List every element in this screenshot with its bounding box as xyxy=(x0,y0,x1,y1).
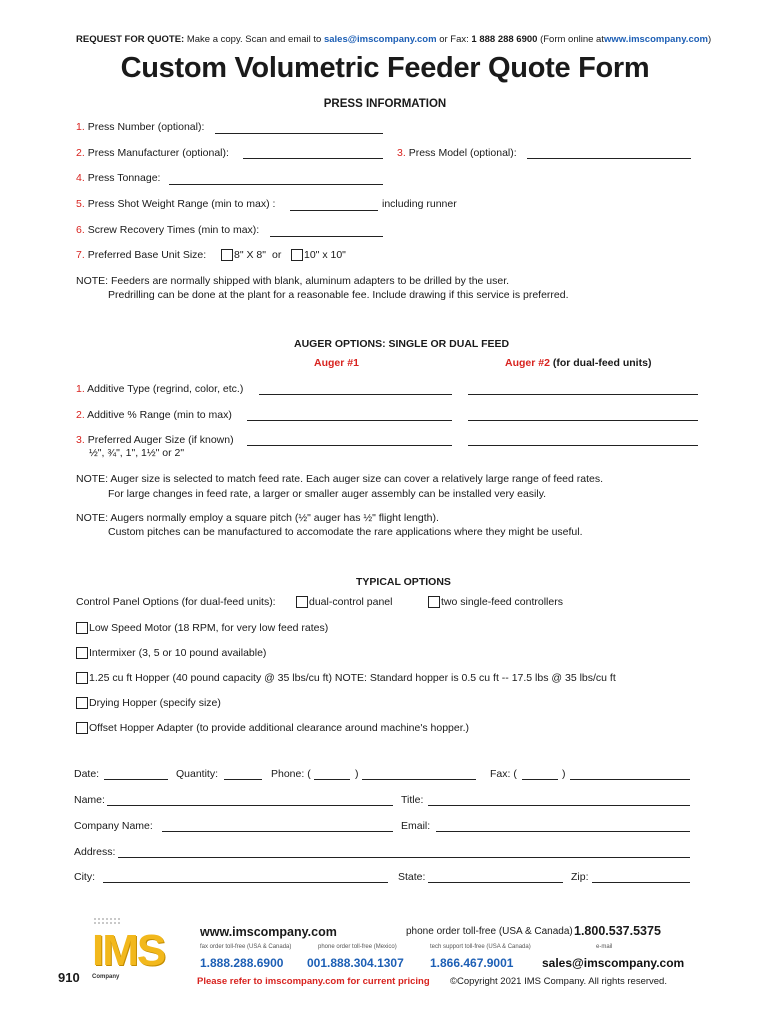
press-note-line2: Predrilling can be done at the plant for a reasonable fee. Include drawing if this service is preferred. xyxy=(108,289,569,301)
footer-email-link[interactable]: sales@imscompany.com xyxy=(542,956,685,970)
fax-order-label: fax order toll-free (USA & Canada) xyxy=(200,944,292,950)
item-number: 6. xyxy=(76,224,85,236)
auger-size-auger2-field[interactable] xyxy=(468,445,698,446)
item-number: 3. xyxy=(397,147,406,159)
page-number: 910 xyxy=(58,970,80,985)
additive-range-auger1-field[interactable] xyxy=(247,420,452,421)
company-label: Company Name: xyxy=(74,820,153,832)
address-field[interactable] xyxy=(118,857,690,858)
phone-order-number: 1.800.537.5375 xyxy=(574,924,661,938)
base-8x8-checkbox[interactable] xyxy=(221,249,233,261)
press-model-field[interactable] xyxy=(527,158,691,159)
press-number-field[interactable] xyxy=(215,133,383,134)
base-10x10-checkbox[interactable] xyxy=(291,249,303,261)
name-field[interactable] xyxy=(107,805,393,806)
item-label: Press Number (optional): xyxy=(87,121,205,133)
item-number: 2. xyxy=(76,147,85,159)
additive-type-auger2-field[interactable] xyxy=(468,394,698,395)
page-title: Custom Volumetric Feeder Quote Form xyxy=(120,52,650,84)
dual-control-label: dual-control panel xyxy=(309,596,393,608)
item-label: Press Tonnage: xyxy=(87,172,161,184)
quantity-field[interactable] xyxy=(224,779,262,780)
fax-order-number: 1.888.288.6900 xyxy=(200,956,284,970)
auger-col2-title: Auger #2 xyxy=(505,357,550,369)
auger-item-1 xyxy=(76,383,243,395)
item-label: Preferred Auger Size (if known) xyxy=(87,434,234,446)
fax-label: Fax: ( xyxy=(490,768,517,780)
fax-text: or Fax: xyxy=(439,34,469,45)
press-item-3 xyxy=(397,147,517,159)
header-email-link[interactable]: sales@imscompany.com xyxy=(323,34,437,45)
request-text: Make a copy. Scan and email to xyxy=(186,34,322,45)
item-number: 7. xyxy=(76,249,85,261)
auger-heading: AUGER OPTIONS: SINGLE OR DUAL FEED xyxy=(294,338,510,350)
item-number: 2. xyxy=(76,409,85,421)
phone-number-field[interactable] xyxy=(362,779,476,780)
logo-text: IMS xyxy=(92,926,165,975)
fax-number-field[interactable] xyxy=(570,779,690,780)
press-item-4 xyxy=(76,172,160,184)
large-hopper-checkbox[interactable] xyxy=(76,672,88,684)
press-note-line1: NOTE: Feeders are normally shipped with blank, aluminum adapters to be drilled by the user. xyxy=(76,275,510,287)
press-item-5 xyxy=(76,198,275,210)
press-item-6 xyxy=(76,224,259,236)
phone-close: ) xyxy=(355,768,359,780)
offset-adapter-label: Offset Hopper Adapter (to provide additional clearance around machine's hopper.) xyxy=(89,722,470,734)
item-number: 5. xyxy=(76,198,85,210)
tech-support-label: tech support toll-free (USA & Canada) xyxy=(430,944,531,950)
auger-note1-line1: NOTE: Auger size is selected to match feed rate. Each auger size can cover a relatively large range of feed rates. xyxy=(76,473,604,485)
zip-field[interactable] xyxy=(592,882,690,883)
intermixer-label: Intermixer (3, 5 or 10 pound available) xyxy=(89,647,267,659)
item-number: 4. xyxy=(76,172,85,184)
fax-area-field[interactable] xyxy=(522,779,558,780)
header-fax-number: 1 888 288 6900 xyxy=(471,34,538,45)
date-field[interactable] xyxy=(104,779,168,780)
state-label: State: xyxy=(398,871,426,883)
quantity-label: Quantity: xyxy=(176,768,219,780)
request-label: REQUEST FOR QUOTE: xyxy=(76,34,185,45)
auger-note2-line2: Custom pitches can be manufactured to accomodate the rare applications where they might be useful. xyxy=(108,526,583,538)
tech-support-number: 1.866.467.9001 xyxy=(430,956,514,970)
item-label: Screw Recovery Times (min to max): xyxy=(87,224,260,236)
screw-recovery-field[interactable] xyxy=(270,236,383,237)
auger-note2-line1: NOTE: Augers normally employ a square pitch (½" auger has ½" flight length). xyxy=(76,512,439,524)
email-label: Email: xyxy=(401,820,431,832)
footer-website-link[interactable]: www.imscompany.com xyxy=(200,925,337,939)
state-field[interactable] xyxy=(428,882,563,883)
intermixer-checkbox[interactable] xyxy=(76,647,88,659)
press-heading: PRESS INFORMATION xyxy=(323,98,447,110)
press-item-2 xyxy=(76,147,229,159)
auger-col2-header xyxy=(505,357,651,369)
email-field[interactable] xyxy=(436,831,690,832)
press-item-7 xyxy=(76,249,206,261)
item-label: Additive Type (regrind, color, etc.) xyxy=(87,383,244,395)
base-8x8-label: 8" X 8" xyxy=(234,249,266,261)
name-label: Name: xyxy=(74,794,105,806)
auger-item-2 xyxy=(76,409,232,421)
dual-control-checkbox[interactable] xyxy=(296,596,308,608)
auger-item-3 xyxy=(76,434,234,446)
item-label: Press Model (optional): xyxy=(408,147,517,159)
item-number: 1. xyxy=(76,121,85,133)
control-panel-label: Control Panel Options (for dual-feed units): xyxy=(76,596,276,608)
single-feed-checkbox[interactable] xyxy=(428,596,440,608)
header-website-link[interactable]: www.imscompany.com xyxy=(603,34,708,45)
city-field[interactable] xyxy=(103,882,388,883)
shot-weight-field[interactable] xyxy=(290,210,378,211)
company-field[interactable] xyxy=(162,831,393,832)
press-tonnage-field[interactable] xyxy=(169,184,383,185)
copyright: ©Copyright 2021 IMS Company. All rights reserved. xyxy=(450,976,667,987)
drying-hopper-label: Drying Hopper (specify size) xyxy=(89,697,221,709)
auger-size-auger1-field[interactable] xyxy=(247,445,452,446)
phone-label: Phone: ( xyxy=(271,768,311,780)
auger-size-options: ½", ¾", 1", 1½" or 2" xyxy=(89,447,185,459)
item-label: Press Shot Weight Range (min to max) : xyxy=(87,198,276,210)
close-paren: ) xyxy=(707,34,712,45)
header-request xyxy=(76,34,711,45)
single-feed-label: two single-feed controllers xyxy=(441,596,563,608)
item-label: Additive % Range (min to max) xyxy=(87,409,232,421)
or-label: or xyxy=(272,249,282,261)
ims-logo xyxy=(90,918,190,988)
item-label: Press Manufacturer (optional): xyxy=(87,147,229,159)
low-speed-motor-checkbox[interactable] xyxy=(76,622,88,634)
press-item-1 xyxy=(76,121,204,133)
additive-type-auger1-field[interactable] xyxy=(259,394,452,395)
auger-col1-header: Auger #1 xyxy=(314,357,359,369)
item-number: 1. xyxy=(76,383,85,395)
low-speed-motor-label: Low Speed Motor (18 RPM, for very low feed rates) xyxy=(89,622,329,634)
auger-note1-line2: For large changes in feed rate, a larger or smaller auger assembly can be installed very easily. xyxy=(108,488,547,500)
zip-label: Zip: xyxy=(571,871,589,883)
press-manufacturer-field[interactable] xyxy=(243,158,383,159)
phone-area-field[interactable] xyxy=(314,779,350,780)
date-label: Date: xyxy=(74,768,100,780)
fax-close: ) xyxy=(562,768,566,780)
logo-sub: Company xyxy=(92,974,120,980)
email-small-label: e-mail xyxy=(596,944,613,950)
base-10x10-label: 10" x 10" xyxy=(304,249,346,261)
pricing-note: Please refer to imscompany.com for current pricing xyxy=(197,976,430,987)
additive-range-auger2-field[interactable] xyxy=(468,420,698,421)
offset-adapter-checkbox[interactable] xyxy=(76,722,88,734)
item-number: 3. xyxy=(76,434,85,446)
mexico-order-number: 001.888.304.1307 xyxy=(307,956,404,970)
phone-order-label: phone order toll-free (USA & Canada) xyxy=(406,926,573,937)
mexico-order-label: phone order toll-free (Mexico) xyxy=(318,944,397,950)
title-field[interactable] xyxy=(428,805,690,806)
city-label: City: xyxy=(74,871,95,883)
shot-weight-suffix: including runner xyxy=(382,198,457,210)
drying-hopper-checkbox[interactable] xyxy=(76,697,88,709)
typical-heading: TYPICAL OPTIONS xyxy=(356,576,451,588)
address-label: Address: xyxy=(74,846,116,858)
large-hopper-label: 1.25 cu ft Hopper (40 pound capacity @ 35 lbs/cu ft) NOTE: Standard hopper is 0.5 cu ft -- 17.5 lbs @ 35 lbs/cu ft xyxy=(89,672,616,684)
title-label: Title: xyxy=(401,794,424,806)
auger-col2-note: (for dual-feed units) xyxy=(552,357,652,369)
online-text: (Form online at xyxy=(540,34,604,45)
item-label: Preferred Base Unit Size: xyxy=(87,249,207,261)
